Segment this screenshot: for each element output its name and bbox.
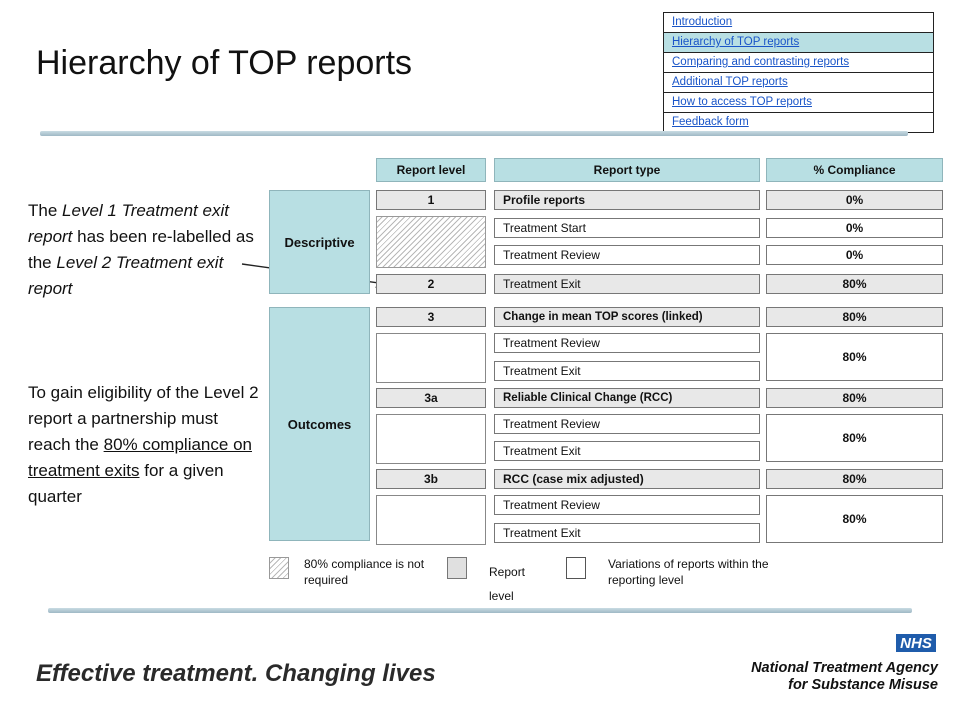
- variation-block: [376, 333, 486, 383]
- nav-link-additional[interactable]: Additional TOP reports: [663, 73, 934, 93]
- nav-link-feedback[interactable]: Feedback form: [663, 113, 934, 133]
- type-profile-reports: Profile reports: [494, 190, 760, 210]
- type-treatment-exit: Treatment Exit: [494, 274, 760, 294]
- type-change-mean-top: Change in mean TOP scores (linked): [494, 307, 760, 327]
- sub-treatment-exit: Treatment Exit: [494, 441, 760, 461]
- type-treatment-review: Treatment Review: [494, 245, 760, 265]
- sub-treatment-review: Treatment Review: [494, 495, 760, 515]
- note-text: The: [28, 201, 63, 220]
- note-relabel: [28, 198, 260, 302]
- sub-treatment-exit: Treatment Exit: [494, 361, 760, 381]
- legend-grey-swatch: [447, 557, 467, 579]
- tagline: Effective treatment. Changing lives: [36, 660, 436, 687]
- pct-treatment-review: 0%: [766, 245, 943, 265]
- bottom-divider: [48, 608, 912, 613]
- level-3b: 3b: [376, 469, 486, 489]
- header-report-level: Report level: [376, 158, 486, 182]
- level-1: 1: [376, 190, 486, 210]
- level-2: 2: [376, 274, 486, 294]
- pct-sub-3a: 80%: [766, 414, 943, 462]
- pct-change-mean-top: 80%: [766, 307, 943, 327]
- pct-treatment-exit: 80%: [766, 274, 943, 294]
- sub-treatment-review: Treatment Review: [494, 333, 760, 353]
- pct-sub-3: 80%: [766, 333, 943, 381]
- type-rcc: Reliable Clinical Change (RCC): [494, 388, 760, 408]
- pct-sub-3b: 80%: [766, 495, 943, 543]
- legend-white-label: Variations of reports within the reporting level: [608, 557, 769, 587]
- level-3: 3: [376, 307, 486, 327]
- legend-grey-label: Report level: [489, 565, 526, 603]
- nta-line1: National Treatment Agency: [751, 660, 938, 676]
- note-underline: 80% compliance on treatment exits: [28, 435, 252, 480]
- variation-block: [376, 414, 486, 464]
- type-rcc-case-mix: RCC (case mix adjusted): [494, 469, 760, 489]
- header-compliance: % Compliance: [766, 158, 943, 182]
- nta-line2: for Substance Misuse: [788, 677, 938, 693]
- note-emphasis: Level 2 Treatment exit report: [28, 253, 224, 298]
- pct-rcc-case-mix: 80%: [766, 469, 943, 489]
- nav-menu: [663, 12, 934, 133]
- nav-link-access[interactable]: How to access TOP reports: [663, 93, 934, 113]
- legend-white-swatch: [566, 557, 586, 579]
- note-eligibility: [28, 380, 260, 510]
- note-text: has been re-labelled as the: [28, 227, 254, 272]
- legend-hatch-swatch: [269, 557, 289, 579]
- type-treatment-start: Treatment Start: [494, 218, 760, 238]
- nav-link-comparing[interactable]: Comparing and contrasting reports: [663, 53, 934, 73]
- legend-hatch-label: 80% compliance is not required: [304, 557, 425, 587]
- sub-treatment-review: Treatment Review: [494, 414, 760, 434]
- level-3a: 3a: [376, 388, 486, 408]
- nav-link-hierarchy[interactable]: Hierarchy of TOP reports: [663, 33, 934, 53]
- note-text: To gain eligibility of the Level 2 report a partnership must reach the: [28, 383, 259, 454]
- page-title: Hierarchy of TOP reports: [36, 44, 413, 82]
- nav-link-introduction[interactable]: Introduction: [663, 12, 934, 33]
- nta-logo-text: [700, 660, 938, 694]
- hatch-no-compliance: [376, 216, 486, 268]
- sub-treatment-exit: Treatment Exit: [494, 523, 760, 543]
- pct-rcc: 80%: [766, 388, 943, 408]
- section-outcomes: Outcomes: [269, 307, 370, 541]
- note-emphasis: Level 1 Treatment exit report: [28, 201, 229, 246]
- nhs-logo: NHS: [896, 634, 936, 652]
- pct-treatment-start: 0%: [766, 218, 943, 238]
- note-text: for a given quarter: [28, 461, 224, 506]
- section-descriptive: Descriptive: [269, 190, 370, 294]
- pct-profile-reports: 0%: [766, 190, 943, 210]
- variation-block: [376, 495, 486, 545]
- top-divider: [40, 131, 908, 136]
- header-report-type: Report type: [494, 158, 760, 182]
